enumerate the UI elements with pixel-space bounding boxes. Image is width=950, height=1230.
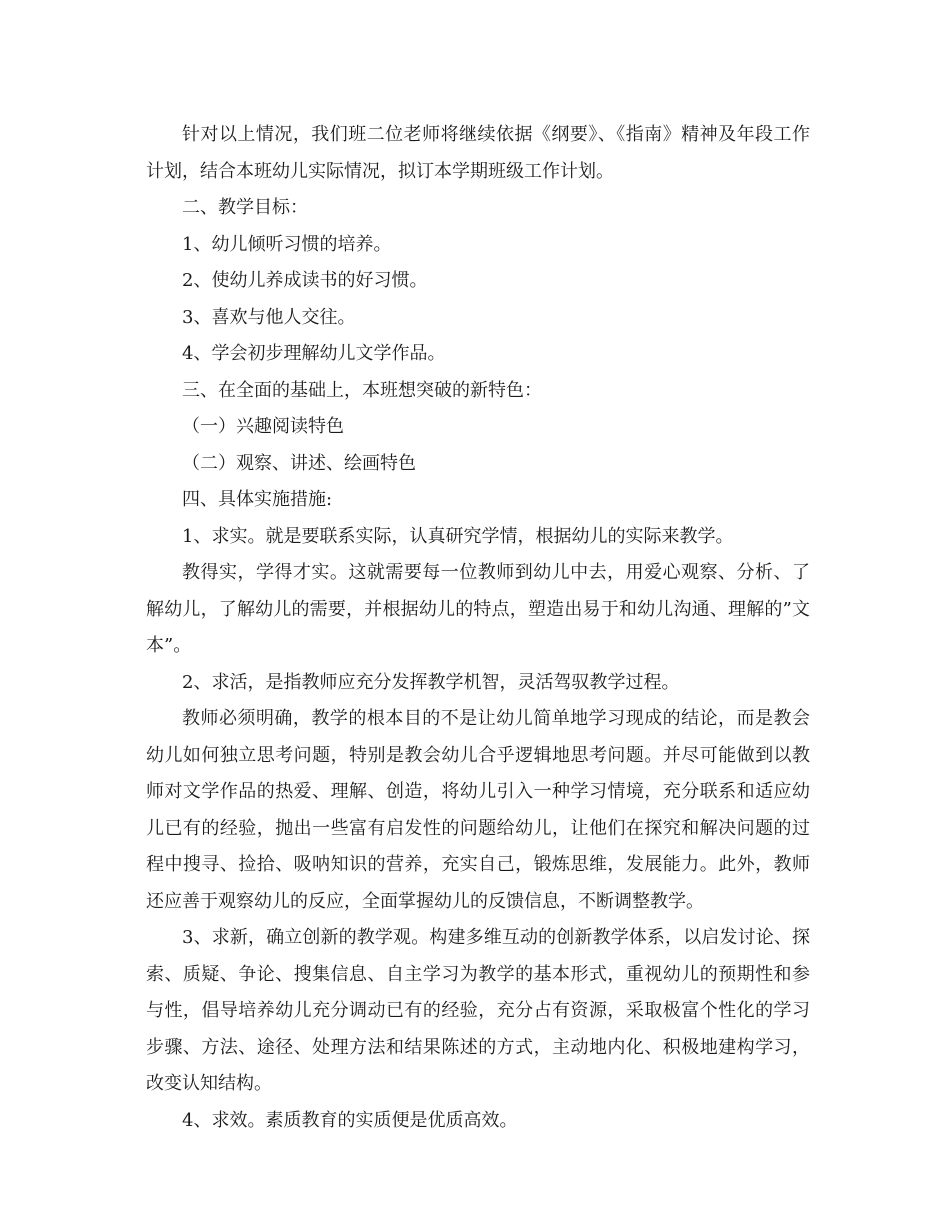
document-body xyxy=(146,117,810,1139)
measure-1-detail: 教得实，学得才实。这就需要每一位教师到幼儿中去，用爱心观察、分析、了解幼儿，了解幼儿的需要，并根据幼儿的特点，塑造出易于和幼儿沟通、理解的”文本”。 xyxy=(146,562,810,656)
goal-item-2: 2、使幼儿养成读书的好习惯。 xyxy=(182,270,428,291)
heading-teaching-goals: 二、教学目标： xyxy=(182,197,308,218)
measure-item-2: 2、求活，是指教师应充分发挥教学机智，灵活驾驭教学过程。 xyxy=(182,671,680,693)
goal-item-3: 3、喜欢与他人交往。 xyxy=(182,306,356,328)
measure-item-3: 3、求新，确立创新的教学观。构建多维互动的创新教学体系，以启发讨论、探索、质疑、争论、搜集信息、自主学习为教学的基本形式，重视幼儿的预期性和参与性，倡导培养幼儿充分调动已有的经验，充分占有资源，采取极富个性化的学习步骤、方法、途径、处理方法和结果陈述的方式，主动地内化、积极地建构学习，改变认知结构。 xyxy=(146,927,810,1094)
feature-item-2: （二）观察、讲述、绘画特色 xyxy=(182,452,416,474)
heading-new-features: 三、在全面的基础上，本班想突破的新特色： xyxy=(182,379,542,401)
heading-measures: 四、具体实施措施: xyxy=(182,489,333,510)
measure-item-4: 4、求效。素质教育的实质便是优质高效。 xyxy=(182,1109,518,1131)
goal-item-4: 4、学会初步理解幼儿文学作品。 xyxy=(182,343,446,364)
goal-item-1: 1、幼儿倾听习惯的培养。 xyxy=(182,233,392,255)
feature-item-1: （一）兴趣阅读特色 xyxy=(182,416,344,437)
paragraph-intro: 针对以上情况，我们班二位老师将继续依据《纲要》、《指南》精神及年段工作计划，结合本班幼儿实际情况，拟订本学期班级工作计划。 xyxy=(146,124,810,182)
measure-2-detail: 教师必须明确，教学的根本目的不是让幼儿简单地学习现成的结论，而是教会幼儿如何独立思考问题，特别是教会幼儿合乎逻辑地思考问题。并尽可能做到以教师对文学作品的热爱、理解、创造，将幼儿引入一种学习情境，充分联系和适应幼儿已有的经验，抛出一些富有启发性的问题给幼儿，让他们在探究和解决问题的过程中搜寻、捡拾、吸呐知识的营养，充实自己，锻炼思维，发展能力。此外，教师还应善于观察幼儿的反应，全面掌握幼儿的反馈信息，不断调整教学。 xyxy=(146,708,810,912)
measure-item-1: 1、求实。就是要联系实际，认真研究学情，根据幼儿的实际来教学。 xyxy=(182,525,734,547)
